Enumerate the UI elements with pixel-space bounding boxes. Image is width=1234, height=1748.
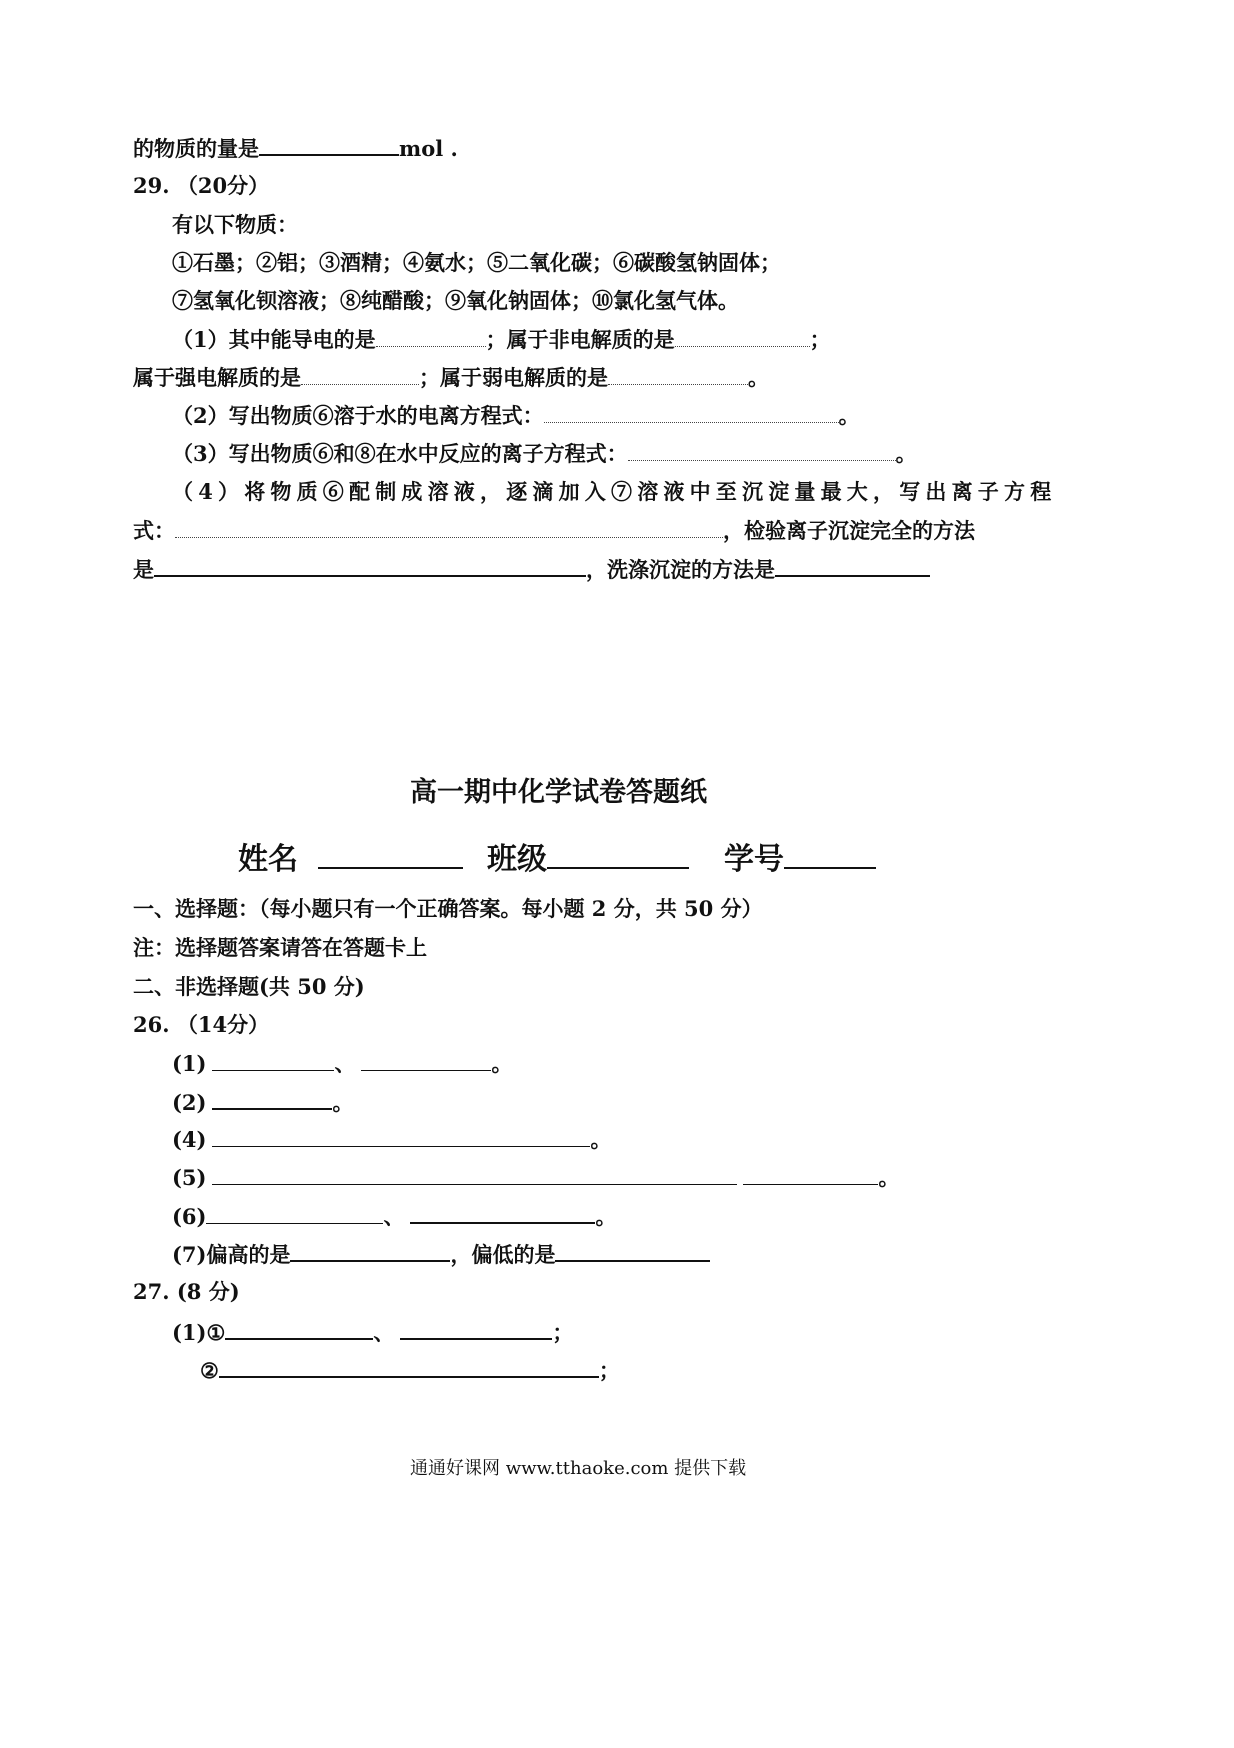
mol-suffix: mol . — [399, 136, 458, 161]
answer-field[interactable] — [212, 1088, 332, 1110]
blank — [675, 326, 810, 347]
q26-2 — [172, 1088, 353, 1116]
q29-part1-cont — [133, 364, 769, 391]
q29-p4-check: ，检验离子沉淀完全的方法 — [723, 518, 975, 543]
blank — [628, 440, 896, 461]
q29-part4: （4）将物质⑥配制成溶液，逐滴加入⑦溶液中至沉淀量最大，写出离子方程 — [172, 479, 1057, 504]
punct: 、 — [383, 1204, 405, 1229]
q26-7-low: ，偏低的是 — [450, 1242, 556, 1267]
q29-p4-wash: ，洗涤沉淀的方法是 — [586, 557, 775, 582]
q29-p4-formula: 式： — [133, 518, 175, 543]
answer-field[interactable] — [361, 1050, 491, 1071]
footer-credit: 通通好课网 www.tthaoke.com 提供下载 — [410, 1458, 747, 1479]
q26-4-label: (4) — [172, 1127, 207, 1152]
punct: 、 — [334, 1051, 356, 1076]
punct: ； — [598, 1358, 620, 1383]
answer-field[interactable] — [400, 1318, 552, 1340]
answer-field[interactable] — [219, 1356, 599, 1378]
q29-part4-cont2 — [133, 555, 930, 583]
choice-note: 注：选择题答案请答在答题卡上 — [133, 935, 427, 960]
punct: ； — [552, 1320, 574, 1345]
class-label: 班级 — [487, 842, 547, 877]
q26-7-high: (7)偏高的是 — [172, 1242, 291, 1267]
q26-4 — [172, 1126, 611, 1153]
blank — [775, 555, 930, 577]
answer-field[interactable] — [206, 1203, 383, 1224]
q29-part3 — [172, 440, 917, 467]
punct: 。 — [838, 403, 860, 428]
blank — [544, 402, 839, 423]
q29-p4-is: 是 — [133, 557, 154, 582]
q26-6 — [172, 1202, 616, 1230]
blank — [376, 326, 486, 347]
answer-field[interactable] — [212, 1126, 590, 1147]
q29-header: 29. （20分） — [133, 173, 270, 198]
answer-field[interactable] — [290, 1240, 450, 1262]
name-label: 姓名 — [238, 842, 298, 877]
punct: 。 — [332, 1090, 354, 1115]
blank — [175, 517, 723, 538]
punct: 。 — [491, 1051, 513, 1076]
answer-field[interactable] — [555, 1240, 710, 1262]
punct: 。 — [595, 1204, 617, 1229]
id-info — [724, 834, 876, 878]
q29-substances-1: ①石墨；②铝；③酒精；④氨水；⑤二氧化碳；⑥碳酸氢钠固体； — [172, 250, 781, 275]
section-choice: 一、选择题：（每小题只有一个正确答案。每小题 2 分，共 50 分） — [133, 896, 763, 921]
q29-p1-strong: 属于强电解质的是 — [133, 365, 301, 390]
q26-2-label: (2) — [172, 1090, 207, 1115]
punct: 。 — [895, 441, 917, 466]
q29-part2 — [172, 402, 860, 429]
blank — [608, 364, 748, 385]
q26-6-label: (6) — [172, 1204, 207, 1229]
q29-part1 — [172, 326, 831, 353]
q27-1-label: (1)① — [172, 1320, 226, 1345]
q29-p3-text: （3）写出物质⑥和⑧在水中反应的离子方程式： — [172, 441, 628, 466]
section-nonchoice: 二、非选择题(共 50 分) — [133, 974, 365, 999]
answer-field[interactable] — [212, 1164, 737, 1185]
q26-5 — [172, 1164, 899, 1191]
q29-p1-conductors: （1）其中能导电的是 — [172, 327, 376, 352]
q27-header: 27. (8 分) — [133, 1279, 240, 1304]
q27-2-label: ② — [200, 1358, 219, 1383]
class-info — [487, 834, 689, 878]
answer-field[interactable] — [410, 1202, 595, 1224]
mol-prefix: 的物质的量是 — [133, 136, 259, 161]
q26-header: 26. （14分） — [133, 1012, 270, 1037]
punct: 。 — [590, 1127, 612, 1152]
q29-p1-weak: ；属于弱电解质的是 — [419, 365, 608, 390]
q27-1 — [172, 1318, 573, 1346]
student-info — [238, 834, 463, 878]
answer-sheet-title: 高一期中化学试卷答题纸 — [410, 777, 707, 808]
q27-2 — [200, 1356, 620, 1384]
punct: 、 — [373, 1320, 395, 1345]
mol-line — [133, 134, 458, 162]
q29-p1-nonelectrolytes: ；属于非电解质的是 — [485, 327, 675, 352]
answer-field[interactable] — [743, 1164, 878, 1185]
punct: 。 — [748, 365, 769, 390]
id-label: 学号 — [724, 842, 784, 877]
punct: 。 — [878, 1165, 900, 1190]
q29-p2-text: （2）写出物质⑥溶于水的电离方程式： — [172, 403, 544, 428]
blank — [259, 134, 399, 156]
blank — [301, 364, 419, 385]
name-field[interactable] — [318, 841, 463, 869]
class-field[interactable] — [547, 841, 689, 869]
punct: ； — [809, 327, 831, 352]
q29-intro: 有以下物质： — [172, 212, 298, 237]
answer-field[interactable] — [212, 1050, 334, 1071]
answer-field[interactable] — [225, 1318, 373, 1340]
id-field[interactable] — [784, 841, 876, 869]
q26-5-label: (5) — [172, 1165, 207, 1190]
blank — [154, 555, 586, 577]
q29-part4-cont — [133, 517, 975, 544]
q26-1 — [172, 1050, 512, 1077]
q29-substances-2: ⑦氢氧化钡溶液；⑧纯醋酸；⑨氧化钠固体；⑩氯化氢气体。 — [172, 288, 739, 313]
q26-7 — [172, 1240, 710, 1268]
q26-1-label: (1) — [172, 1051, 207, 1076]
